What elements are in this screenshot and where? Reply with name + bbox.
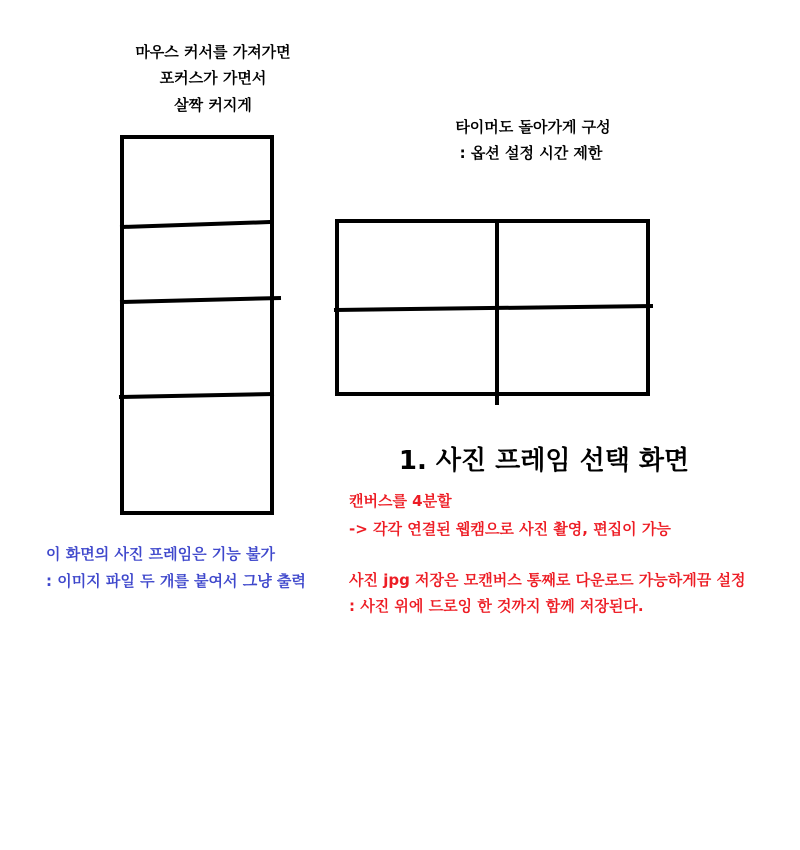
timer-note-line-2: : 옵션 설정 시간 제한 <box>459 144 603 162</box>
frame-note-line-1: 이 화면의 사진 프레임은 기능 불가 <box>46 545 275 563</box>
vertical-frame-divider-1 <box>122 222 271 227</box>
canvas-note-line-2: -> 각각 연결된 웹캠으로 사진 촬영, 편집이 가능 <box>349 520 671 538</box>
grid-frame-horizontal-divider <box>336 306 651 310</box>
hover-note-line-3: 살짝 커지게 <box>174 96 252 114</box>
hover-note-line-2: 포커스가 가면서 <box>159 69 267 87</box>
save-note-line-1: 사진 jpg 저장은 모캔버스 통째로 다운로드 가능하게끔 설정 <box>349 571 746 589</box>
vertical-frame-divider-2 <box>122 298 279 302</box>
timer-note-line-1: 타이머도 돌아가게 구성 <box>455 118 611 136</box>
vertical-frame-divider-3 <box>121 394 272 397</box>
canvas-note-line-1: 캔버스를 4분할 <box>349 492 452 510</box>
frame-note-line-2: : 이미지 파일 두 개를 붙여서 그냥 출력 <box>46 572 306 590</box>
vertical-frame-outline <box>122 137 272 513</box>
hover-note-line-1: 마우스 커서를 가져가면 <box>135 43 291 61</box>
screen-title: 1. 사진 프레임 선택 화면 <box>398 446 690 476</box>
save-note-line-2: : 사진 위에 드로잉 한 것까지 함께 저장된다. <box>349 597 644 615</box>
